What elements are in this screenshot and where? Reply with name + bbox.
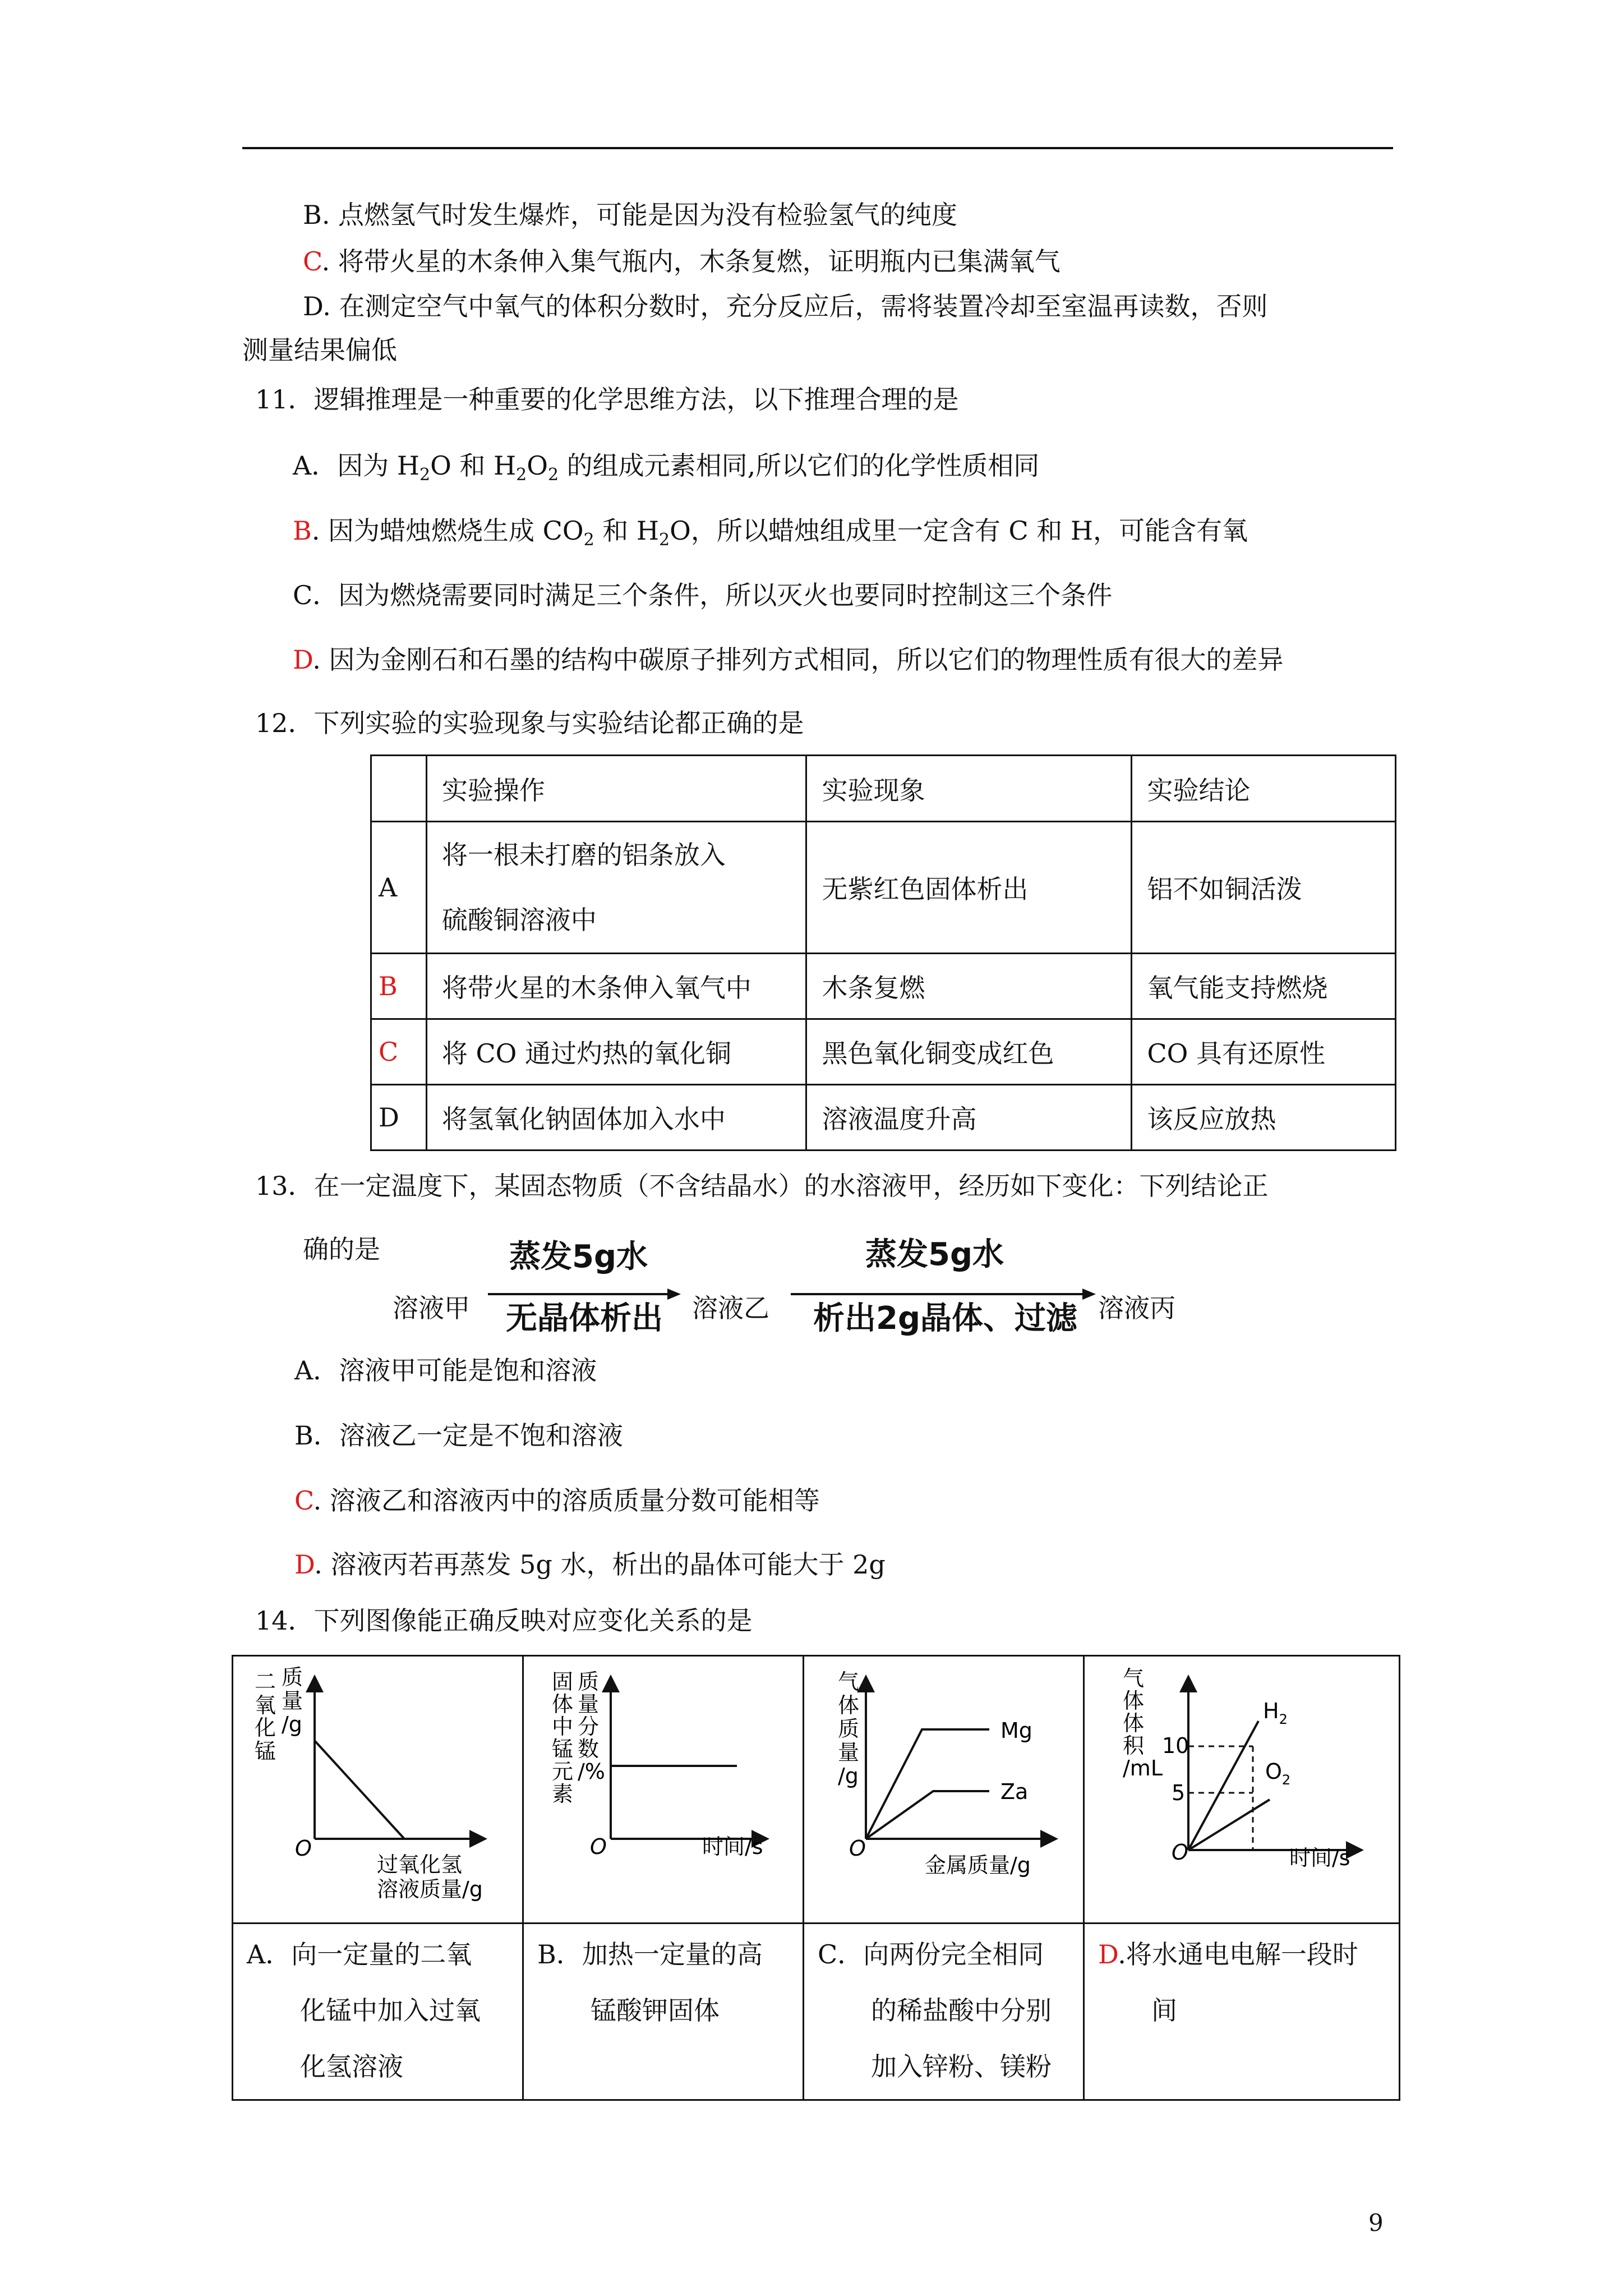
q11-option-b: B. 因为蜡烛燃烧生成 $CO_2$ 和 $H_2O$，所以蜡烛组成里一定含有 C 和 H，可能含有氧 [293, 516, 1248, 550]
series-label-mg: Mg [1000, 1718, 1032, 1743]
caption-b: B．加热一定量的高 锰酸钾固体 [523, 1924, 804, 2100]
graph-d [1085, 1657, 1400, 1920]
row-label: C [371, 1019, 427, 1085]
table-cell: 无紫红色固体析出 [806, 822, 1132, 954]
row-label: D [371, 1085, 427, 1151]
origin-label: O [849, 1836, 866, 1861]
q13-option-d: D. 溶液丙若再蒸发 5g 水，析出的晶体可能大于 2g [294, 1549, 886, 1580]
axis-label-char: 质 [578, 1669, 600, 1694]
process-step1-condition: 蒸发5g水 [509, 1239, 648, 1275]
axis-label-char: 分 [578, 1714, 600, 1739]
graph-c [804, 1657, 1085, 1920]
q10-option-b: B. 点燃氢气时发生爆炸，可能是因为没有检验氢气的纯度 [303, 200, 958, 230]
origin-label: O [1172, 1840, 1188, 1865]
q11-option-c: C．因为燃烧需要同时满足三个条件，所以灭火也要同时控制这三个条件 [293, 580, 1113, 610]
axis-label-char: /g [838, 1764, 859, 1788]
solution-bing: 溶液丙 [1098, 1293, 1175, 1323]
axis-label-char: 气 [1123, 1666, 1145, 1691]
graph-b [524, 1657, 804, 1920]
answer-mark-d: D [294, 1549, 315, 1580]
graph-cell-a [233, 1656, 523, 1924]
line-mno2 [315, 1741, 404, 1839]
q11-option-d: D. 因为金刚石和石墨的结构中碳原子排列方式相同，所以它们的物理性质有很大的差异 [293, 645, 1284, 675]
table-header-cell: 实验结论 [1132, 756, 1396, 822]
axis-label-char: 体 [552, 1692, 574, 1717]
axis-label-char: /% [578, 1759, 605, 1784]
graph-row [233, 1656, 1400, 1924]
caption-row [233, 1924, 1400, 2100]
axis-label-char: 体 [1123, 1711, 1145, 1736]
caption-c: C．向两份完全相同 的稀盐酸中分别 加入锌粉、镁粉 [804, 1924, 1084, 2100]
axis-label-char: 中 [552, 1714, 574, 1739]
graph-cell-c [804, 1656, 1084, 1924]
caption-a: A．向一定量的二氧 化锰中加入过氧 化氢溶液 [233, 1924, 523, 2100]
table-cell: 该反应放热 [1132, 1085, 1396, 1151]
series-label-h2: $H_2$ [1263, 1699, 1288, 1727]
axis-label-char: 二 [255, 1669, 276, 1694]
table-cell: 将氢氧化钠固体加入水中 [426, 1085, 806, 1151]
answer-mark-c: C [294, 1485, 313, 1516]
axis-label-char: 气 [838, 1669, 860, 1694]
x-axis-label: 溶液质量/g [377, 1877, 483, 1902]
table-cell: 将 CO 通过灼热的氧化铜 [426, 1019, 806, 1085]
table-cell: 木条复燃 [806, 954, 1132, 1019]
table-cell: 溶液温度升高 [806, 1085, 1132, 1151]
caption-d: D.将水通电电解一段时 间 [1084, 1924, 1400, 2100]
q12-stem: 12．下列实验的实验现象与实验结论都正确的是 [255, 708, 804, 738]
process-step1-result: 无晶体析出 [506, 1300, 663, 1337]
answer-mark-c: C [303, 246, 322, 277]
line-h2 [1188, 1721, 1258, 1850]
line-o2 [1188, 1800, 1270, 1850]
axis-label-char: 固 [552, 1669, 574, 1694]
axis-label-char: 锰 [552, 1737, 574, 1761]
line-zn [866, 1791, 989, 1839]
table-cell: 黑色氧化铜变成红色 [806, 1019, 1132, 1085]
series-label-o2: $O_2$ [1265, 1759, 1291, 1788]
process-step2-condition: 蒸发5g水 [865, 1236, 1004, 1273]
x-axis-label: 时间/s [1289, 1846, 1350, 1870]
answer-mark-d: D [1098, 1939, 1118, 1970]
graph-a [233, 1657, 524, 1920]
table-cell: 将一根未打磨的铝条放入 硫酸铜溶液中 [426, 822, 806, 954]
answer-mark-b: B [293, 516, 312, 546]
q10-option-d-cont: 测量结果偏低 [242, 335, 397, 365]
axis-label-char: 体 [1123, 1688, 1145, 1713]
process-step2-result: 析出2g晶体、过滤 [813, 1300, 1078, 1337]
q13-option-c: C. 溶液乙和溶液丙中的溶质质量分数可能相等 [294, 1485, 820, 1516]
q11-option-a: A．因为 $H_2O$ 和 $H_2O_2$ 的组成元素相同,所以它们的化学性质相同 [293, 450, 1040, 485]
axis-label-char: 量 [282, 1688, 303, 1713]
axis-label-char: 质 [282, 1665, 303, 1690]
graph-cell-b [523, 1656, 804, 1924]
q14-stem: 14．下列图像能正确反映对应变化关系的是 [255, 1605, 753, 1636]
axis-label-char: /g [282, 1712, 302, 1737]
axis-label-char: 积 [1123, 1733, 1145, 1758]
solution-yi: 溶液乙 [692, 1293, 769, 1323]
x-axis-label: 时间/s [702, 1834, 763, 1859]
table-header-cell: 实验现象 [806, 756, 1132, 822]
q13-stem: 13．在一定温度下，某固态物质（不含结晶水）的水溶液甲，经历如下变化：下列结论正 [255, 1171, 1269, 1201]
axis-label-char: 数 [578, 1737, 600, 1761]
axis-label-char: 量 [838, 1740, 860, 1765]
q13-option-a: A．溶液甲可能是饱和溶液 [294, 1355, 597, 1386]
table-header-cell: 实验操作 [426, 756, 806, 822]
axis-label-char: 量 [578, 1692, 600, 1717]
table-cell: 氧气能支持燃烧 [1132, 954, 1396, 1019]
line-mg [866, 1729, 989, 1839]
q14-graph-table [232, 1655, 1400, 2101]
answer-mark-d: D [293, 645, 313, 675]
y-tick-label: 10 [1162, 1733, 1189, 1758]
x-axis-label: 金属质量/g [925, 1853, 1031, 1878]
y-tick-label: 5 [1172, 1780, 1186, 1805]
axis-label-char: 素 [552, 1782, 574, 1806]
x-axis-label: 过氧化氢 [377, 1852, 463, 1877]
q10-option-d: D. 在测定空气中氧气的体积分数时，充分反应后，需将装置冷却至室温再读数，否则 [303, 291, 1268, 321]
solution-jia: 溶液甲 [393, 1293, 470, 1323]
q13-option-b: B．溶液乙一定是不饱和溶液 [294, 1420, 623, 1451]
table-cell: 将带火星的木条伸入氧气中 [426, 954, 806, 1019]
graph-cell-d [1084, 1656, 1400, 1924]
axis-label-char: 化 [255, 1715, 276, 1740]
axis-label-char: 氧 [255, 1693, 276, 1718]
axis-label-char: 元 [552, 1759, 574, 1784]
table-cell: CO 具有还原性 [1132, 1019, 1396, 1085]
origin-label: O [295, 1836, 312, 1861]
row-label: A [371, 822, 427, 954]
axis-label-char: 锰 [255, 1739, 276, 1764]
axis-label-char: 体 [838, 1693, 860, 1718]
row-label: B [371, 954, 427, 1019]
q11-stem: 11．逻辑推理是一种重要的化学思维方法，以下推理合理的是 [255, 384, 959, 415]
q13-stem-cont: 确的是 [303, 1234, 380, 1264]
page-number: 9 [1368, 2209, 1384, 2237]
q10-option-c: C. 将带火星的木条伸入集气瓶内，木条复燃，证明瓶内已集满氧气 [303, 246, 1061, 277]
axis-label-char: 质 [838, 1717, 860, 1741]
origin-label: O [590, 1834, 607, 1859]
table-cell: 铝不如铜活泼 [1132, 822, 1396, 954]
axis-label-char: /mL [1123, 1756, 1163, 1780]
series-label-zn: Za [1000, 1779, 1029, 1804]
